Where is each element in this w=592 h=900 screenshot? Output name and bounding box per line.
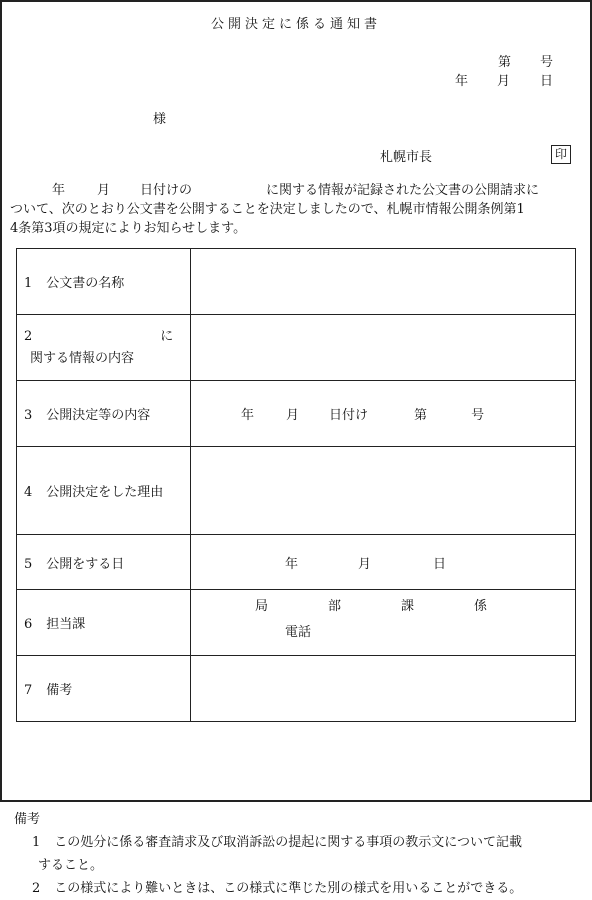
row-label (17, 381, 191, 447)
row-value-field[interactable] (191, 535, 576, 590)
value-dai: 第 (414, 408, 428, 423)
doc-number-go: 号 (540, 55, 554, 70)
body-tsuki: 月 (97, 183, 111, 198)
row-label-text: 担当課 (46, 617, 86, 632)
notes-item-text: この様式により難いときは、この様式に準じた別の様式を用いることができる。 (54, 881, 523, 896)
notes-item-number: 1 (32, 835, 41, 850)
table-row (17, 535, 576, 590)
value-hitsuke: 日付け (329, 408, 369, 423)
value-hi: 日 (433, 556, 447, 572)
value-denwa: 電話 (285, 624, 312, 640)
body-line1-rest: に関する情報が記録された公文書の公開請求に (266, 183, 540, 198)
date-nen: 年 (455, 74, 469, 89)
document-title: 公開決定に係る通知書 (210, 17, 381, 32)
value-tsuki: 月 (286, 408, 300, 423)
body-nen: 年 (52, 183, 66, 198)
body-line-3: 4条第3項の規定によりお知らせします。 (10, 221, 247, 236)
date-tsuki: 月 (497, 74, 511, 89)
row-value-field[interactable] (191, 447, 576, 535)
row-number: 3 (24, 408, 33, 423)
value-nen: 年 (285, 556, 299, 572)
notes-item-text: この処分に係る審査請求及び取消訴訟の提起に関する事項の教示文について記載 (54, 835, 523, 850)
value-nen: 年 (241, 408, 255, 423)
body-line-1 (10, 181, 582, 200)
row-label (17, 535, 191, 590)
notice-form-table (16, 248, 576, 722)
notes-item-1-cont: すること。 (38, 858, 104, 873)
row-number: 6 (24, 617, 33, 632)
value-tsuki: 月 (358, 556, 372, 572)
notes-section (14, 808, 522, 900)
row-value-field[interactable] (191, 656, 576, 722)
body-paragraph (10, 181, 582, 238)
body-line-2: ついて、次のとおり公文書を公開することを決定しましたので、札幌市情報公開条例第1 (10, 202, 525, 217)
row-value-field[interactable] (191, 590, 576, 656)
row-number: 4 (24, 485, 33, 500)
row-number: 7 (24, 683, 33, 698)
row-label-text: 公文書の名称 (46, 276, 125, 291)
value-kyoku: 局 (255, 598, 269, 614)
row-label (17, 315, 191, 381)
seal-box: 印 (551, 145, 571, 164)
row-label (17, 447, 191, 535)
recipient-sama: 様 (153, 112, 167, 127)
notes-item-1 (14, 831, 522, 854)
row-label-text: 公開をする日 (46, 556, 125, 572)
notes-item-number: 2 (32, 881, 41, 896)
table-row (17, 381, 576, 447)
table-row (17, 447, 576, 535)
sender-mayor: 札幌市長 (380, 150, 433, 165)
notes-item-2 (14, 877, 522, 900)
table-row (17, 590, 576, 656)
row-number: 5 (24, 556, 33, 572)
date-hi: 日 (540, 74, 554, 89)
row-number: 2 (24, 328, 33, 344)
row-label-text: 関する情報の内容 (30, 350, 135, 366)
value-kakari: 係 (474, 598, 488, 614)
doc-number-dai: 第 (498, 55, 512, 70)
notes-heading: 備考 (14, 812, 41, 827)
row-label-text: 公開決定をした理由 (46, 485, 164, 500)
row-label-text: 備考 (46, 683, 73, 698)
value-ka: 課 (401, 598, 415, 614)
row-label (17, 656, 191, 722)
table-row (17, 315, 576, 381)
row-number: 1 (24, 276, 33, 291)
row-label (17, 249, 191, 315)
table-row (17, 656, 576, 722)
row-value-field[interactable] (191, 381, 576, 447)
row-label-text: 公開決定等の内容 (46, 408, 151, 423)
body-hitsuke: 日付けの (140, 183, 193, 198)
value-bu: 部 (328, 598, 342, 614)
value-go: 号 (471, 408, 485, 423)
row-label-ni: に (160, 328, 174, 344)
row-label (17, 590, 191, 656)
row-value-field[interactable] (191, 249, 576, 315)
row-value-field[interactable] (191, 315, 576, 381)
table-row (17, 249, 576, 315)
